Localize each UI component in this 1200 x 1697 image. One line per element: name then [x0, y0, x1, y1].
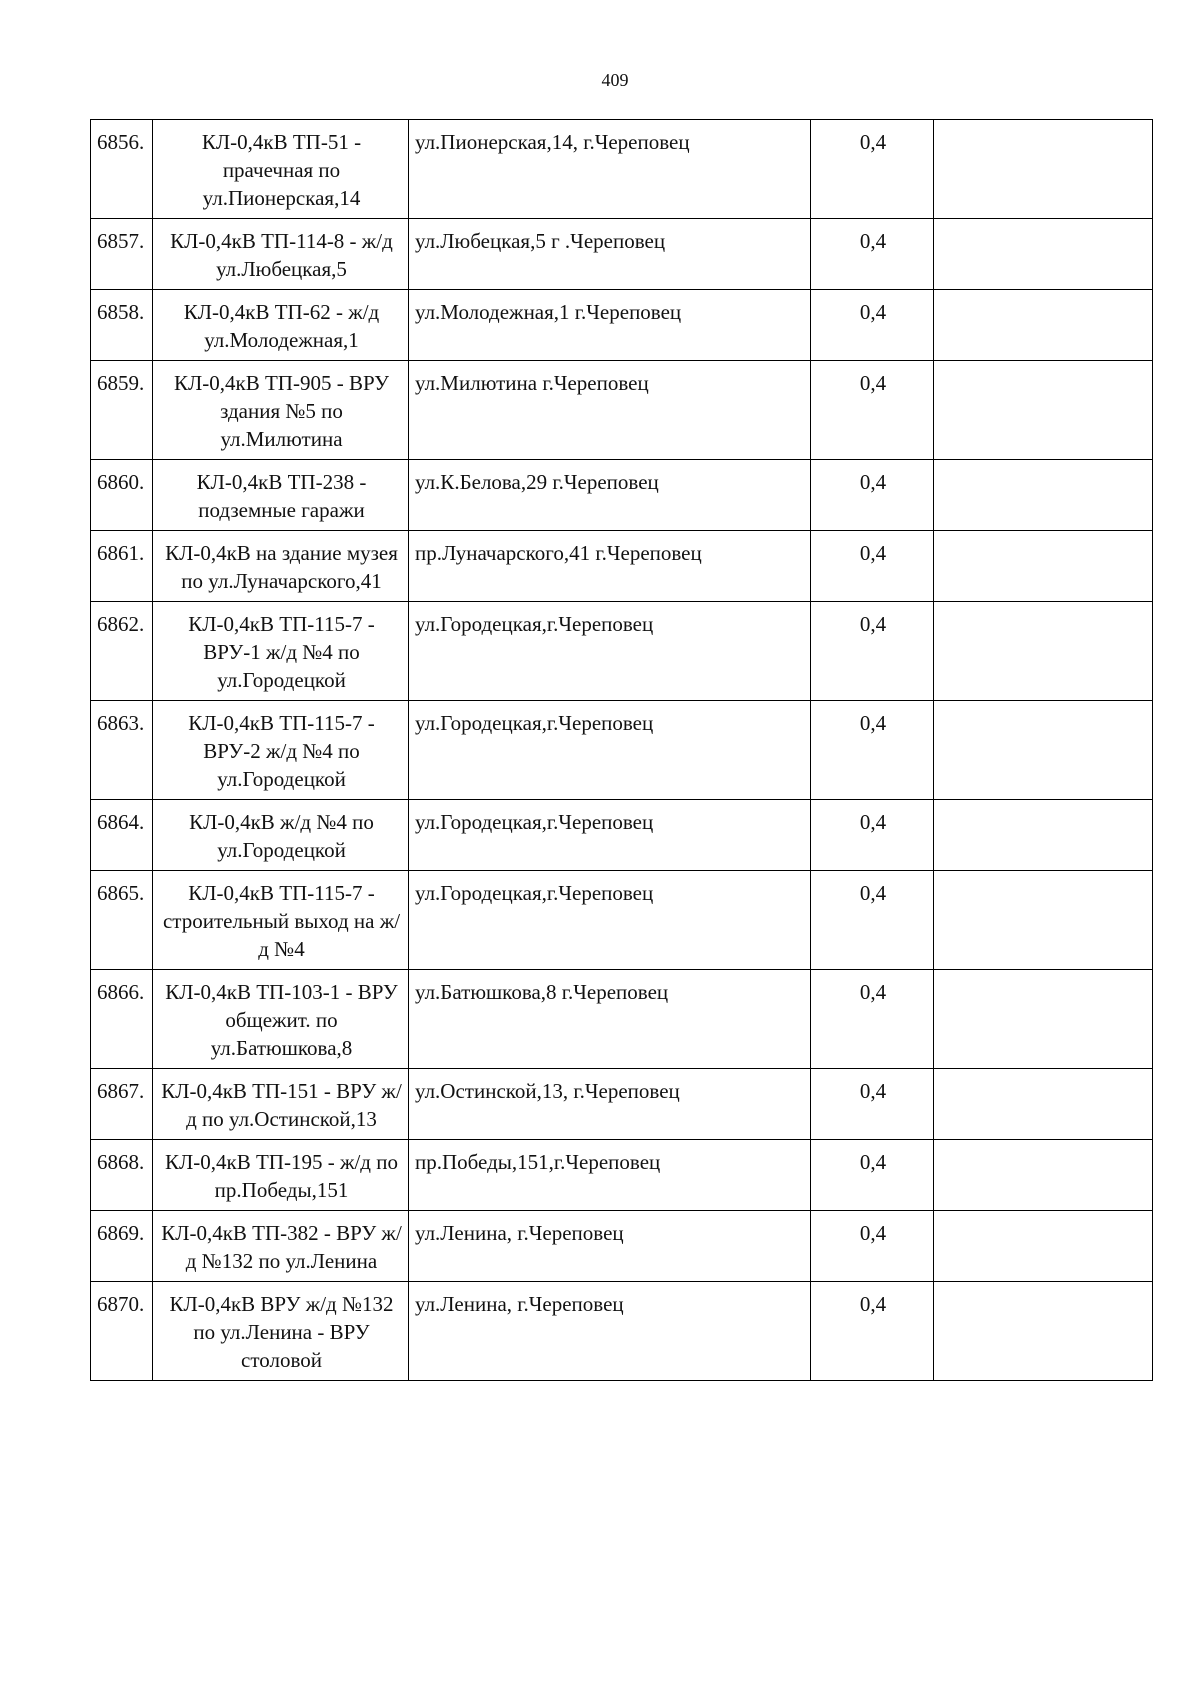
row-number: 6856.: [91, 120, 153, 219]
address: пр.Луначарского,41 г.Череповец: [409, 531, 811, 602]
cable-line-name: КЛ-0,4кВ ТП-62 - ж/д ул.Молодежная,1: [153, 290, 409, 361]
row-number: 6866.: [91, 970, 153, 1069]
note: [934, 1211, 1153, 1282]
cable-line-name: КЛ-0,4кВ ТП-115-7 - строительный выход на ж/д №4: [153, 871, 409, 970]
voltage-kv: 0,4: [811, 1140, 934, 1211]
table-body: [91, 120, 1153, 1381]
voltage-kv: 0,4: [811, 871, 934, 970]
note: [934, 701, 1153, 800]
table-row: [91, 701, 1153, 800]
row-number: 6857.: [91, 219, 153, 290]
voltage-kv: 0,4: [811, 1069, 934, 1140]
note: [934, 120, 1153, 219]
table-row: [91, 970, 1153, 1069]
address: ул.Городецкая,г.Череповец: [409, 701, 811, 800]
table-row: [91, 290, 1153, 361]
cable-line-name: КЛ-0,4кВ на здание музея по ул.Луначарского,41: [153, 531, 409, 602]
note: [934, 1282, 1153, 1381]
voltage-kv: 0,4: [811, 800, 934, 871]
cable-line-name: КЛ-0,4кВ ТП-238 - подземные гаражи: [153, 460, 409, 531]
table-row: [91, 1282, 1153, 1381]
address: ул.Милютина г.Череповец: [409, 361, 811, 460]
voltage-kv: 0,4: [811, 120, 934, 219]
address: ул.К.Белова,29 г.Череповец: [409, 460, 811, 531]
note: [934, 219, 1153, 290]
cable-lines-table: [90, 119, 1153, 1381]
note: [934, 1069, 1153, 1140]
address: ул.Любецкая,5 г .Череповец: [409, 219, 811, 290]
address: ул.Городецкая,г.Череповец: [409, 602, 811, 701]
row-number: 6864.: [91, 800, 153, 871]
table-row: [91, 120, 1153, 219]
cable-line-name: КЛ-0,4кВ ВРУ ж/д №132 по ул.Ленина - ВРУ столовой: [153, 1282, 409, 1381]
table-row: [91, 361, 1153, 460]
row-number: 6870.: [91, 1282, 153, 1381]
cable-line-name: КЛ-0,4кВ ТП-114-8 - ж/д ул.Любецкая,5: [153, 219, 409, 290]
voltage-kv: 0,4: [811, 460, 934, 531]
address: ул.Ленина, г.Череповец: [409, 1211, 811, 1282]
address: ул.Городецкая,г.Череповец: [409, 871, 811, 970]
row-number: 6865.: [91, 871, 153, 970]
note: [934, 531, 1153, 602]
page-number: 409: [601, 70, 629, 90]
voltage-kv: 0,4: [811, 290, 934, 361]
note: [934, 800, 1153, 871]
cable-line-name: КЛ-0,4кВ ТП-382 - ВРУ ж/д №132 по ул.Ленина: [153, 1211, 409, 1282]
table-row: [91, 531, 1153, 602]
cable-line-name: КЛ-0,4кВ ж/д №4 по ул.Городецкой: [153, 800, 409, 871]
note: [934, 361, 1153, 460]
row-number: 6868.: [91, 1140, 153, 1211]
note: [934, 290, 1153, 361]
note: [934, 970, 1153, 1069]
cable-line-name: КЛ-0,4кВ ТП-115-7 - ВРУ-1 ж/д №4 по ул.Городецкой: [153, 602, 409, 701]
address: ул.Остинской,13, г.Череповец: [409, 1069, 811, 1140]
note: [934, 460, 1153, 531]
address: ул.Батюшкова,8 г.Череповец: [409, 970, 811, 1069]
table-row: [91, 1069, 1153, 1140]
address: ул.Городецкая,г.Череповец: [409, 800, 811, 871]
table-row: [91, 602, 1153, 701]
row-number: 6867.: [91, 1069, 153, 1140]
row-number: 6862.: [91, 602, 153, 701]
table-row: [91, 1140, 1153, 1211]
voltage-kv: 0,4: [811, 602, 934, 701]
row-number: 6860.: [91, 460, 153, 531]
voltage-kv: 0,4: [811, 219, 934, 290]
note: [934, 602, 1153, 701]
row-number: 6861.: [91, 531, 153, 602]
row-number: 6863.: [91, 701, 153, 800]
cable-line-name: КЛ-0,4кВ ТП-103-1 - ВРУ общежит. по ул.Батюшкова,8: [153, 970, 409, 1069]
cable-line-name: КЛ-0,4кВ ТП-51 - прачечная по ул.Пионерская,14: [153, 120, 409, 219]
voltage-kv: 0,4: [811, 701, 934, 800]
cable-line-name: КЛ-0,4кВ ТП-905 - ВРУ здания №5 по ул.Милютина: [153, 361, 409, 460]
address: ул.Пионерская,14, г.Череповец: [409, 120, 811, 219]
voltage-kv: 0,4: [811, 361, 934, 460]
address: ул.Ленина, г.Череповец: [409, 1282, 811, 1381]
voltage-kv: 0,4: [811, 531, 934, 602]
address: ул.Молодежная,1 г.Череповец: [409, 290, 811, 361]
voltage-kv: 0,4: [811, 1211, 934, 1282]
note: [934, 871, 1153, 970]
table-row: [91, 800, 1153, 871]
cable-line-name: КЛ-0,4кВ ТП-115-7 - ВРУ-2 ж/д №4 по ул.Городецкой: [153, 701, 409, 800]
table-row: [91, 1211, 1153, 1282]
cable-line-name: КЛ-0,4кВ ТП-195 - ж/д по пр.Победы,151: [153, 1140, 409, 1211]
row-number: 6858.: [91, 290, 153, 361]
note: [934, 1140, 1153, 1211]
voltage-kv: 0,4: [811, 1282, 934, 1381]
address: пр.Победы,151,г.Череповец: [409, 1140, 811, 1211]
cable-line-name: КЛ-0,4кВ ТП-151 - ВРУ ж/д по ул.Остинской,13: [153, 1069, 409, 1140]
voltage-kv: 0,4: [811, 970, 934, 1069]
table-row: [91, 219, 1153, 290]
row-number: 6869.: [91, 1211, 153, 1282]
row-number: 6859.: [91, 361, 153, 460]
table-row: [91, 871, 1153, 970]
table-row: [91, 460, 1153, 531]
